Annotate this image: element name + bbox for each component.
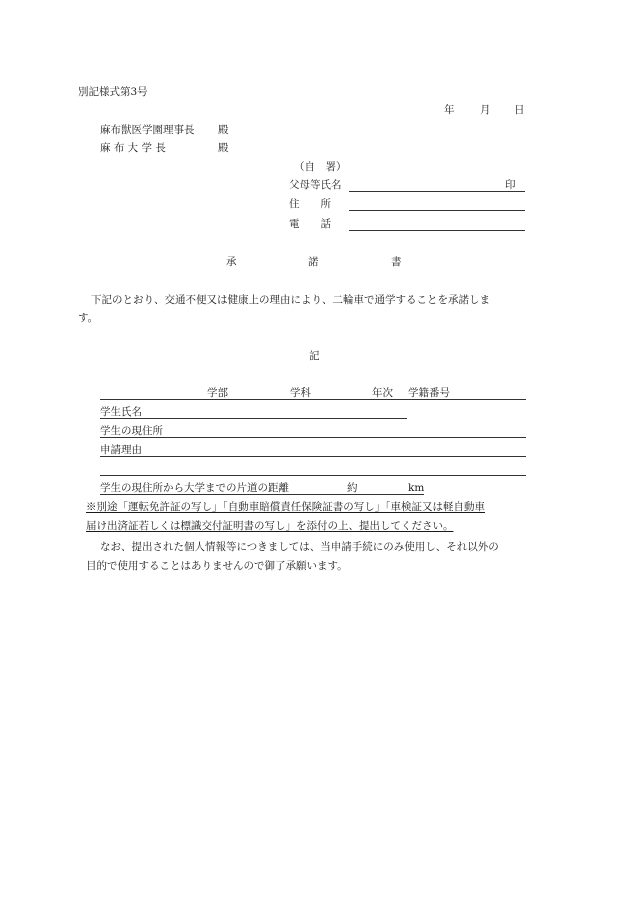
date-day: 日 — [514, 104, 525, 116]
body-text-line1: 下記のとおり、交通不便又は健康上の理由により、二輪車で通学することを承諾しま — [91, 294, 490, 306]
distance-unit: km — [408, 482, 425, 494]
ki-heading: 記 — [309, 350, 320, 362]
student-id-label: 学籍番号 — [408, 387, 450, 399]
parent-name-label: 父母等氏名 — [289, 179, 342, 191]
distance-label: 学生の現住所から大学までの片道の距離 — [100, 482, 289, 494]
form-number: 別記様式第3号 — [78, 86, 148, 98]
student-name-label: 学生氏名 — [100, 406, 142, 418]
distance-approx: 約 — [347, 482, 358, 494]
signature-note: （自 署） — [294, 161, 347, 173]
student-affiliation-line[interactable] — [100, 399, 526, 400]
addressee-president: 麻 布 大 学 長 — [100, 142, 166, 154]
faculty-label: 学部 — [207, 387, 228, 399]
phone-line[interactable] — [349, 230, 525, 231]
addressee-chairman-honorific: 殿 — [218, 124, 229, 136]
student-address-line[interactable] — [100, 437, 526, 438]
year-label: 年次 — [372, 387, 393, 399]
phone-label: 電 話 — [289, 218, 331, 230]
reason-line-2[interactable] — [100, 475, 526, 476]
addressee-chairman: 麻布獣医学園理事長 — [100, 124, 195, 136]
student-name-line[interactable] — [100, 418, 407, 419]
address-label: 住 所 — [289, 198, 331, 210]
privacy-note-line2: 目的で使用することはありませんので御了承願います。 — [86, 560, 348, 572]
department-label: 学科 — [290, 387, 311, 399]
title-char-2: 諾 — [308, 256, 319, 268]
attachment-note-line1: ※別途「運転免許証の写し」「自動車賠償責任保険証書の写し」「車検証又は軽自動車 — [86, 501, 485, 513]
distance-line[interactable] — [100, 494, 424, 495]
reason-label: 申請理由 — [100, 444, 142, 456]
seal-mark: 印 — [505, 179, 516, 191]
title-char-1: 承 — [226, 256, 237, 268]
date-year: 年 — [444, 104, 455, 116]
addressee-president-honorific: 殿 — [218, 142, 229, 154]
attachment-note-line2: 届け出済証若しくは標識交付証明書の写し」を添付の上、提出してください。 — [86, 520, 454, 532]
privacy-note-line1: なお、提出された個人情報等につきましては、当申請手続にのみ使用し、それ以外の — [100, 541, 499, 553]
body-text-line2: す。 — [78, 312, 99, 324]
parent-name-line[interactable] — [349, 191, 525, 192]
date-month: 月 — [480, 104, 491, 116]
title-char-3: 書 — [391, 256, 402, 268]
student-address-label: 学生の現住所 — [100, 425, 163, 437]
reason-line-1[interactable] — [100, 456, 526, 457]
address-line[interactable] — [349, 210, 525, 211]
